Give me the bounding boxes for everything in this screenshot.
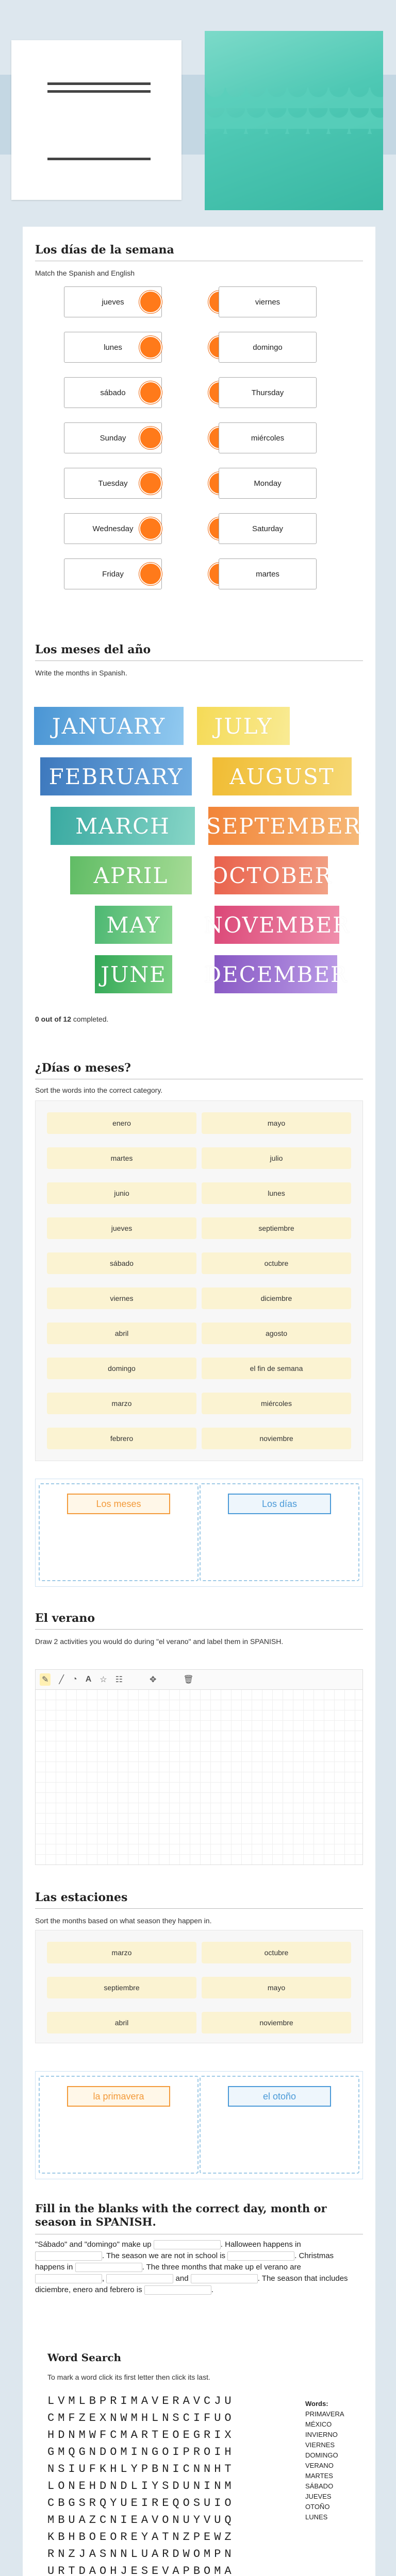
- section-title: El verano: [35, 1612, 95, 1625]
- category-label: el otoño: [228, 2086, 331, 2107]
- line-tool-icon[interactable]: ╱: [59, 1675, 64, 1684]
- draggable-word[interactable]: septiembre: [47, 1977, 196, 1998]
- text: . The three months that make up el verano are: [142, 2263, 301, 2272]
- month-banner: SEPTEMBER: [208, 807, 359, 845]
- match-item-right[interactable]: martes: [219, 558, 317, 589]
- draggable-word[interactable]: mayo: [202, 1977, 351, 1998]
- header-title-card: [11, 40, 182, 200]
- word-list-item: JUEVES: [305, 2493, 332, 2500]
- month-banner: DECEMBER: [214, 955, 337, 993]
- match-item-left[interactable]: Friday: [64, 558, 162, 589]
- word-bank: [35, 1100, 363, 1461]
- pen-tool-icon[interactable]: ✎: [40, 1673, 51, 1686]
- match-item-right[interactable]: domingo: [219, 332, 317, 363]
- month-banner: FEBRUARY: [40, 757, 192, 795]
- match-connector-left[interactable]: [139, 381, 162, 404]
- draggable-word[interactable]: mayo: [202, 1112, 351, 1134]
- drop-zone-primavera[interactable]: [39, 2076, 199, 2174]
- text: . The season we are not in school is: [102, 2251, 226, 2260]
- progress-text: [35, 1015, 108, 1023]
- month-banner: MARCH: [51, 807, 195, 845]
- list-tool-icon[interactable]: ☷: [115, 1675, 123, 1684]
- text: ,: [102, 2274, 105, 2283]
- draggable-word[interactable]: agosto: [202, 1323, 351, 1344]
- text: . Christmas happens in: [35, 2251, 334, 2272]
- match-connector-left[interactable]: [139, 472, 162, 495]
- draggable-word[interactable]: septiembre: [202, 1217, 351, 1239]
- month-banner: NOVEMBER: [214, 906, 339, 944]
- draggable-word[interactable]: martes: [47, 1147, 196, 1169]
- word-list-item: OTOÑO: [305, 2503, 330, 2511]
- draggable-word[interactable]: abril: [47, 2012, 196, 2033]
- blank-input[interactable]: [154, 2240, 221, 2249]
- wordsearch-title: Word Search: [47, 2351, 122, 2364]
- draggable-word[interactable]: marzo: [47, 1393, 196, 1414]
- fill-paragraph: [35, 2239, 363, 2296]
- match-connector-left[interactable]: [139, 336, 162, 359]
- move-tool-icon[interactable]: ✥: [149, 1675, 157, 1684]
- match-item-left[interactable]: lunes: [64, 332, 162, 363]
- word-list-item: VERANO: [305, 2462, 334, 2469]
- word-list-item: SÁBADO: [305, 2482, 334, 2490]
- text-tool-icon[interactable]: A: [85, 1675, 92, 1684]
- instruction: Draw 2 activities you would do during "el verano" and label them in SPANISH.: [35, 1637, 284, 1646]
- blank-input[interactable]: [106, 2274, 173, 2283]
- month-banner: JULY: [197, 707, 290, 745]
- color-picker-icon[interactable]: ◔: [72, 1675, 77, 1684]
- match-item-left[interactable]: Sunday: [64, 422, 162, 453]
- blank-input[interactable]: [144, 2285, 211, 2295]
- divider: [35, 1629, 363, 1630]
- draggable-word[interactable]: marzo: [47, 1942, 196, 1963]
- blank-input[interactable]: [191, 2274, 258, 2283]
- instruction: Sort the words into the correct category.: [35, 1086, 163, 1094]
- text: . Halloween happens in: [220, 2240, 301, 2249]
- month-banner: OCTOBER: [214, 856, 328, 894]
- draggable-word[interactable]: julio: [202, 1147, 351, 1169]
- category-label: la primavera: [67, 2086, 170, 2107]
- draggable-word[interactable]: abril: [47, 1323, 196, 1344]
- blank-input[interactable]: [35, 2274, 105, 2283]
- instruction: Write the months in Spanish.: [35, 669, 127, 677]
- draggable-word[interactable]: noviembre: [202, 1428, 351, 1449]
- word-list-item: MÉXICO: [305, 2420, 332, 2428]
- match-item-left[interactable]: sábado: [64, 377, 162, 408]
- word-list-items: [305, 2409, 344, 2522]
- draggable-word[interactable]: jueves: [47, 1217, 196, 1239]
- match-connector-left[interactable]: [139, 517, 162, 540]
- match-connector-left[interactable]: [139, 427, 162, 449]
- instruction: Sort the months based on what season they happen in.: [35, 1917, 212, 1925]
- draggable-word[interactable]: diciembre: [202, 1287, 351, 1309]
- word-list-item: INVIERNO: [305, 2431, 338, 2438]
- match-item-left[interactable]: Wednesday: [64, 513, 162, 544]
- drawing-toolbar: [35, 1669, 363, 1690]
- category-label: Los meses: [67, 1494, 170, 1514]
- word-list-item: VIERNES: [305, 2441, 335, 2449]
- title-line: [47, 90, 151, 93]
- month-banner: JANUARY: [34, 707, 184, 745]
- section-title: ¿Días o meses?: [35, 1061, 131, 1075]
- match-item-left[interactable]: Tuesday: [64, 468, 162, 499]
- sticker-tool-icon[interactable]: ☆: [100, 1675, 107, 1684]
- match-connector-left[interactable]: [139, 291, 162, 313]
- word-list-item: PRIMAVERA: [305, 2410, 344, 2418]
- month-banner: MAY: [95, 906, 172, 944]
- drop-zones: [35, 1479, 363, 1587]
- category-label: Los días: [228, 1494, 331, 1514]
- match-item-right[interactable]: miércoles: [219, 422, 317, 453]
- instruction: Match the Spanish and English: [35, 269, 135, 277]
- drop-zone-otono[interactable]: [200, 2076, 359, 2174]
- progress-suffix: completed.: [71, 1015, 109, 1023]
- draggable-word[interactable]: octubre: [202, 1942, 351, 1963]
- progress-count: 0 out of 12: [35, 1015, 72, 1023]
- trash-icon[interactable]: 🗑: [183, 1675, 194, 1684]
- cover-image: [205, 31, 383, 210]
- blank-input[interactable]: [75, 2263, 142, 2272]
- word-list: [305, 2399, 344, 2522]
- drop-zone-meses[interactable]: [39, 1483, 199, 1581]
- instruction: To mark a word click its first letter then click its last.: [47, 2373, 210, 2381]
- section-title: Los días de la semana: [35, 243, 174, 257]
- draggable-word[interactable]: miércoles: [202, 1393, 351, 1414]
- draggable-word[interactable]: lunes: [202, 1182, 351, 1204]
- section-title: Fill in the blanks with the correct day, month or season in SPANISH.: [35, 2202, 327, 2228]
- drop-zone-dias[interactable]: [200, 1483, 359, 1581]
- match-item-right[interactable]: Saturday: [219, 513, 317, 544]
- draggable-word[interactable]: viernes: [47, 1287, 196, 1309]
- month-banner: JUNE: [95, 955, 172, 993]
- match-item-right[interactable]: viernes: [219, 286, 317, 317]
- section-title: Las estaciones: [35, 1891, 128, 1904]
- draggable-word[interactable]: sábado: [47, 1252, 196, 1274]
- draggable-word[interactable]: febrero: [47, 1428, 196, 1449]
- worksheet-panel: [23, 227, 375, 2576]
- draggable-word[interactable]: noviembre: [202, 2012, 351, 2033]
- divider: [35, 1908, 363, 1909]
- text: . The season that includes diciembre, enero and febrero is: [35, 2274, 348, 2294]
- draggable-word[interactable]: octubre: [202, 1252, 351, 1274]
- text: and: [175, 2274, 189, 2283]
- draggable-word[interactable]: junio: [47, 1182, 196, 1204]
- word-list-item: LUNES: [305, 2513, 328, 2521]
- draggable-word[interactable]: el fin de semana: [202, 1358, 351, 1379]
- word-list-heading: Words:: [305, 2400, 328, 2408]
- drawing-canvas[interactable]: [35, 1690, 363, 1865]
- word-list-item: DOMINGO: [305, 2451, 338, 2459]
- draggable-word[interactable]: enero: [47, 1112, 196, 1134]
- drop-zones: [35, 2071, 363, 2179]
- word-list-item: MARTES: [305, 2472, 333, 2480]
- divider: [35, 660, 363, 661]
- match-item-right[interactable]: Monday: [219, 468, 317, 499]
- subtitle-line: [47, 158, 151, 160]
- cover-pattern: [205, 88, 383, 134]
- month-banner: APRIL: [70, 856, 192, 894]
- blank-input[interactable]: [227, 2251, 294, 2261]
- word-bank: [35, 1930, 363, 2043]
- month-banner: AUGUST: [212, 757, 352, 795]
- match-item-right[interactable]: Thursday: [219, 377, 317, 408]
- text: "Sábado" and "domingo" make up: [35, 2240, 152, 2249]
- title-line: [47, 82, 151, 85]
- blank-input[interactable]: [35, 2251, 102, 2261]
- draggable-word[interactable]: domingo: [47, 1358, 196, 1379]
- match-connector-left[interactable]: [139, 563, 162, 585]
- text: .: [211, 2285, 213, 2294]
- section-title: Los meses del año: [35, 643, 151, 656]
- wordsearch-grid[interactable]: LVMLBPRIMAVERAVCJU CMFZEXNWMHLNSCIFUO HDNMWFCMARTEOEGRIX GMQGNDOMINGOIPROIH NSIUFKHLYPBNICNNHT LONEHDNDLIYSDUNINM CBGSRQYUEIREQOSUIO MBUAZCNIEAVONUYVUQ KBHBOEOREYATNZPEWZ RNZJASNNLUARDWOMPN URTDAOHJESEVAPBOMA: [47, 2395, 235, 2576]
- match-item-left[interactable]: jueves: [64, 286, 162, 317]
